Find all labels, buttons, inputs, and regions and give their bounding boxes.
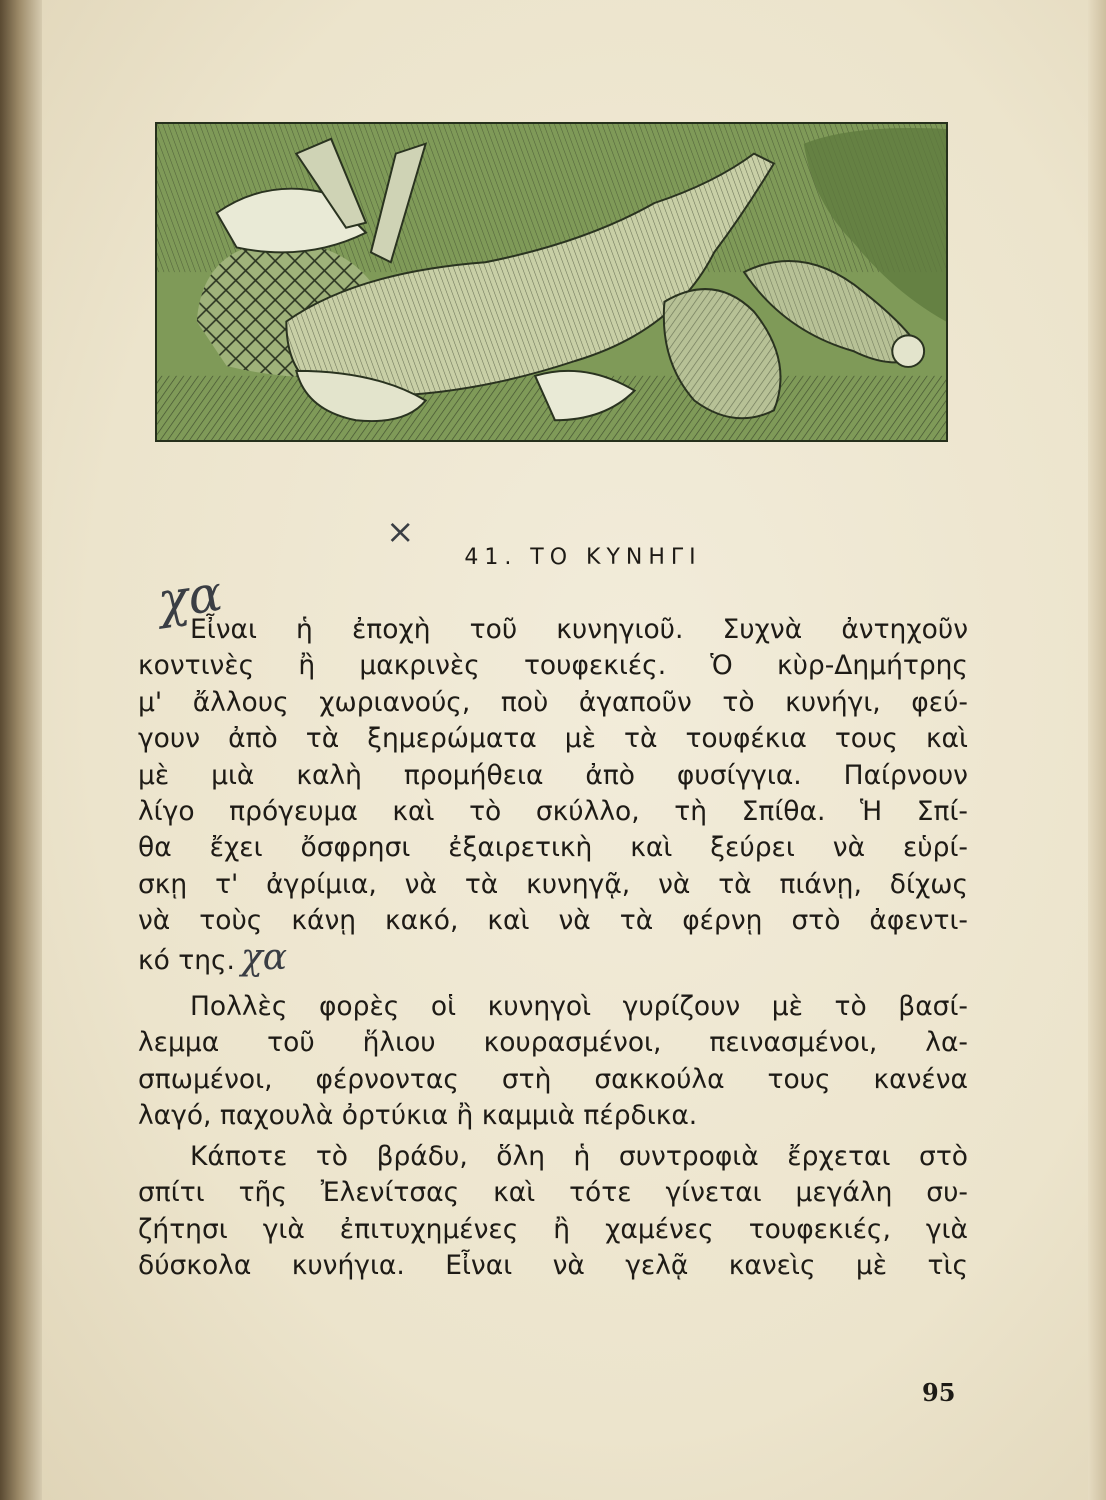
text-line: σκῃ τ' ἀγρίμια, νὰ τὰ κυνηγᾷ, νὰ τὰ πιάνῃ, δίχως: [138, 868, 968, 900]
text-line-end: κό της.: [138, 944, 235, 976]
text-line: λίγο πρόγευμα καὶ τὸ σκύλλο, τὴ Σπίθα. Ἡ Σπί-: [138, 796, 968, 828]
text-line: νὰ τοὺς κάνῃ κακό, καὶ νὰ τὰ φέρνῃ στὸ ἀφεντι-: [138, 905, 968, 937]
chapter-title: 41. ΤΟ ΚΥΝΗΓΙ: [464, 545, 702, 570]
text-line: γουν ἀπὸ τὰ ξημερώματα μὲ τὰ τουφέκια τους καὶ: [138, 723, 968, 755]
book-spine-shadow: [0, 0, 42, 1500]
text-line: δύσκολα κυνήγια. Εἶναι νὰ γελᾷ κανεὶς μὲ τὶς: [138, 1249, 968, 1281]
page-edge: [1088, 0, 1106, 1500]
text-line: Κάποτε τὸ βράδυ, ὅλη ἡ συντροφιὰ ἔρχεται στὸ: [190, 1140, 968, 1172]
text-line: θα ἔχει ὄσφρησι ἐξαιρετικὴ καὶ ξεύρει νὰ εὑρί-: [138, 832, 968, 864]
text-line: κοντινὲς ἢ μακρινὲς τουφεκιές. Ὁ κὺρ-Δημήτρης: [138, 650, 968, 682]
text-line: [138, 936, 968, 979]
hunting-still-life-illustration: [155, 122, 948, 442]
paragraph-2: [138, 989, 968, 1135]
text-line: λεμμα τοῦ ἥλιου κουρασμένοι, πεινασμένοι, λα-: [138, 1027, 968, 1059]
text-line: λαγό, παχουλὰ ὀρτύκια ἢ καμμιὰ πέρδικα.: [138, 1100, 698, 1132]
paragraph-3: [138, 1139, 968, 1285]
text-line: σπίτι τῆς Ἐλενίτσας καὶ τότε γίνεται μεγάλη συ-: [138, 1177, 968, 1209]
handwritten-x-mark: ×: [386, 512, 415, 552]
text-line: σπωμένοι, φέρνοντας στὴ σακκούλα τους κανένα: [138, 1063, 968, 1095]
text-line: μὲ μιὰ καλὴ προμήθεια ἀπὸ φυσίγγια. Παίρνουν: [138, 759, 968, 791]
text-line: ζήτησι γιὰ ἐπιτυχημένες ἢ χαμένες τουφεκιές, γιὰ: [138, 1213, 968, 1245]
text-line: Πολλὲς φορὲς οἱ κυνηγοὶ γυρίζουν μὲ τὸ βασί-: [190, 991, 968, 1023]
text-line: Εἶναι ἡ ἐποχὴ τοῦ κυνηγιοῦ. Συχνὰ ἀντηχοῦν: [190, 614, 968, 645]
chapter-body-text: [138, 612, 968, 1284]
handwritten-note-top: χα: [154, 563, 226, 631]
illustration-drawing: [157, 124, 946, 440]
page-number: 95: [922, 1378, 956, 1407]
paragraph-1: [138, 612, 968, 979]
text-line: μ' ἄλλους χωριανούς, ποὺ ἀγαποῦν τὸ κυνήγι, φεύ-: [138, 686, 968, 718]
handwritten-note-inline: χα: [240, 936, 288, 978]
